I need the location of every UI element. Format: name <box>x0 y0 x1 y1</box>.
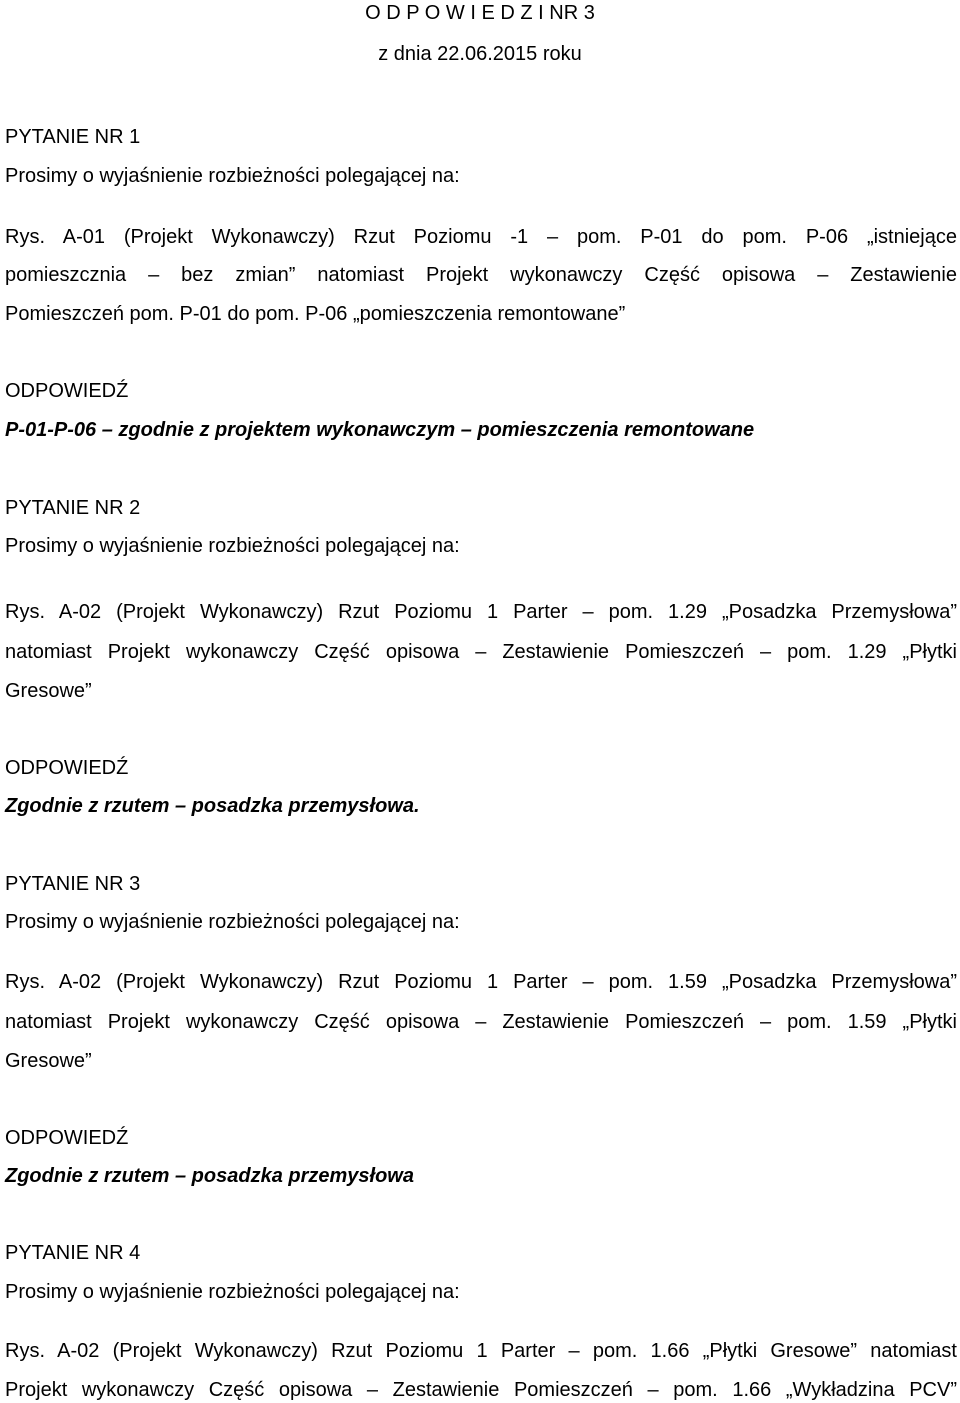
question-3-intro: Prosimy o wyjaśnienie rozbieżności polegającej na: <box>5 911 460 933</box>
question-3-answer-label: ODPOWIEDŹ <box>5 1127 129 1149</box>
question-1-intro: Prosimy o wyjaśnienie rozbieżności polegającej na: <box>5 165 460 187</box>
question-4-body-line-1: Rys. A-02 (Projekt Wykonawczy) Rzut Poziomu 1 Parter – pom. 1.66 „Płytki Gresowe” natomiast <box>5 1340 957 1362</box>
document-title: O D P O W I E D Z I NR 3 <box>365 2 595 24</box>
question-1-answer: P-01-P-06 – zgodnie z projektem wykonawczym – pomieszczenia remontowane <box>5 419 755 441</box>
document-date: z dnia 22.06.2015 roku <box>378 43 582 65</box>
question-1-body-line-2: pomieszcznia – bez zmian” natomiast Projekt wykonawczy Część opisowa – Zestawienie <box>5 264 957 286</box>
question-4-intro: Prosimy o wyjaśnienie rozbieżności polegającej na: <box>5 1281 460 1303</box>
question-2-body-line-1: Rys. A-02 (Projekt Wykonawczy) Rzut Poziomu 1 Parter – pom. 1.29 „Posadzka Przemysłowa” <box>5 601 957 623</box>
question-1-heading: PYTANIE NR 1 <box>5 126 141 148</box>
question-1-body-line-1: Rys. A-01 (Projekt Wykonawczy) Rzut Poziomu -1 – pom. P-01 do pom. P-06 „istniejące <box>5 226 957 248</box>
question-1-answer-label: ODPOWIEDŹ <box>5 380 129 402</box>
question-2-body-line-3: Gresowe” <box>5 680 92 702</box>
question-2-answer: Zgodnie z rzutem – posadzka przemysłowa. <box>5 795 420 817</box>
question-2-answer-label: ODPOWIEDŹ <box>5 757 129 779</box>
question-2-heading: PYTANIE NR 2 <box>5 497 141 519</box>
question-3-body-line-1: Rys. A-02 (Projekt Wykonawczy) Rzut Poziomu 1 Parter – pom. 1.59 „Posadzka Przemysłowa” <box>5 971 957 993</box>
question-3-heading: PYTANIE NR 3 <box>5 873 141 895</box>
question-2-body-line-2: natomiast Projekt wykonawczy Część opisowa – Zestawienie Pomieszczeń – pom. 1.29 „Płytki <box>5 641 957 663</box>
question-3-body-line-3: Gresowe” <box>5 1050 92 1072</box>
question-3-body-line-2: natomiast Projekt wykonawczy Część opisowa – Zestawienie Pomieszczeń – pom. 1.59 „Płytki <box>5 1011 957 1033</box>
question-4-heading: PYTANIE NR 4 <box>5 1242 141 1264</box>
question-4-body-line-2: Projekt wykonawczy Część opisowa – Zestawienie Pomieszczeń – pom. 1.66 „Wykładzina PCV” <box>5 1379 957 1401</box>
question-3-answer: Zgodnie z rzutem – posadzka przemysłowa <box>5 1165 414 1187</box>
question-1-body-line-3: Pomieszczeń pom. P-01 do pom. P-06 „pomieszczenia remontowane” <box>5 303 626 325</box>
question-2-intro: Prosimy o wyjaśnienie rozbieżności polegającej na: <box>5 535 460 557</box>
